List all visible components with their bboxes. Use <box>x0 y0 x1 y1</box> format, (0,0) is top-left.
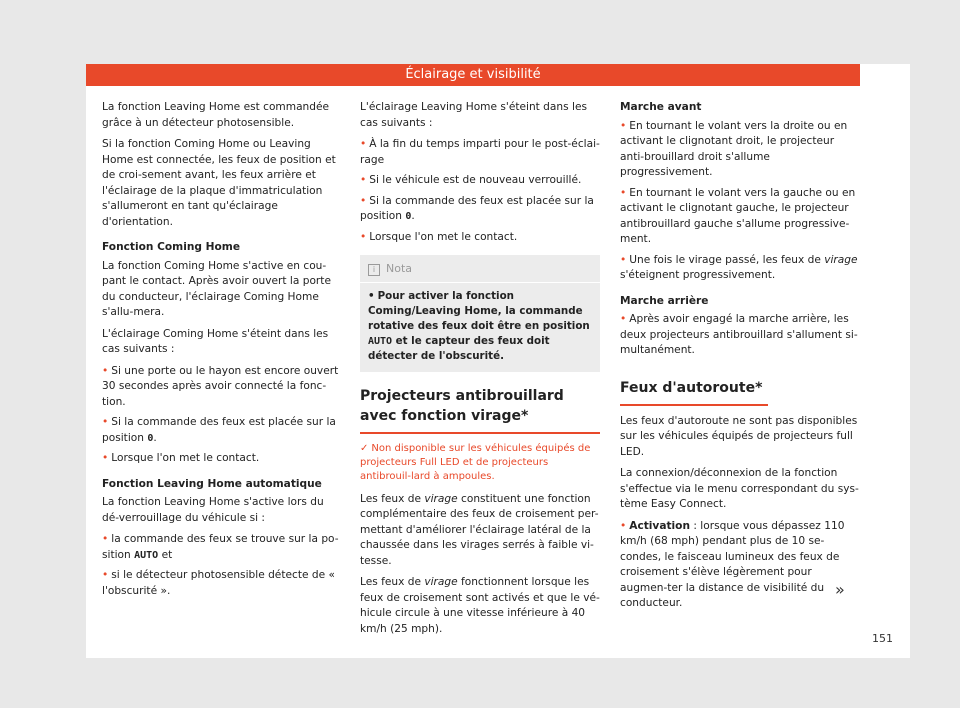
bullet-dot-icon: • <box>368 289 375 302</box>
paragraph: Les feux de virage constituent une fonction complémentaire des feux de croisement per-mettant d'améliorer l'éclairage latéral de la chaussée dans les virages serrés à faible vi-tesse. <box>360 492 599 567</box>
bullet-dot-icon: • <box>102 416 109 428</box>
light-switch-position-symbol: 0 <box>147 432 154 444</box>
paragraph: L'éclairage Leaving Home s'éteint dans les cas suivants : <box>360 101 587 129</box>
bullet-dot-icon: • <box>360 194 367 207</box>
light-switch-position-symbol: 0 <box>405 211 412 222</box>
list-item: • Si une porte ou le hayon est encore ouvert 30 secondes après avoir connecté la fonc-tion. <box>102 364 339 408</box>
list-item: • Si la commande des feux est placée sur la position 0. <box>360 194 594 222</box>
note-box <box>360 255 600 372</box>
list-item: • Lorsque l'on met le contact. <box>360 230 518 243</box>
column-2 <box>360 100 600 643</box>
list-item: • En tournant le volant vers la droite ou en activant le clignotant droit, le projecteur anti-brouillard droit s'allume progressivement. <box>620 119 848 178</box>
bullet-dot-icon: • <box>620 253 627 266</box>
paragraph: Si la fonction Coming Home ou Leaving Home est connectée, les feux de position et de croi-sement avant, les feux arrière et l'éclairage de la plaque d'immatriculation s'allumeront en tant qu'éclairage d'orientation. <box>102 138 336 228</box>
list-item: • En tournant le volant vers la gauche ou en activant le clignotant gauche, le projecteur antibrouillard gauche s'allume progressive-ment. <box>620 186 856 245</box>
list-item: • si le détecteur photosensible détecte de « l'obscurité ». <box>102 569 335 597</box>
list-item: • la commande des feux se trouve sur la po-sition AUTO et <box>102 533 339 561</box>
list-item: • Si le véhicule est de nouveau verrouillé. <box>360 174 582 186</box>
paragraph: La fonction Leaving Home s'active lors du dé-verrouillage du véhicule si : <box>102 496 324 524</box>
subheading-forward: Marche avant <box>620 101 702 113</box>
list-item: • Après avoir engagé la marche arrière, les deux projecteurs antibrouillard s'allument si-multanément. <box>620 313 858 356</box>
bullet-dot-icon: • <box>360 138 367 150</box>
page-header: Éclairage et visibilité <box>86 64 860 86</box>
info-icon: i <box>368 264 380 276</box>
list-item: • Si la commande des feux est placée sur la position 0. <box>102 416 336 444</box>
column-3 <box>620 100 860 617</box>
bullet-dot-icon: • <box>620 186 627 199</box>
check-icon: ✓ <box>360 442 369 454</box>
list-item: • Lorsque l'on met le contact. <box>102 452 260 464</box>
list-item: • Une fois le virage passé, les feux de virage s'éteignent progressivement. <box>620 253 858 281</box>
bullet-dot-icon: • <box>102 569 109 581</box>
column-1 <box>102 100 344 604</box>
page-number: 151 <box>872 632 893 645</box>
bullet-dot-icon: • <box>102 533 109 545</box>
continued-arrow-icon: » <box>835 580 845 599</box>
subheading-coming-home: Fonction Coming Home <box>102 241 241 253</box>
list-item: • À la fin du temps imparti pour le post-éclai-rage <box>360 138 600 166</box>
bullet-dot-icon: • <box>102 364 109 377</box>
note-title: i Nota <box>360 255 600 283</box>
availability-note: ✓ Non disponible sur les véhicules équipés de projecteurs Full LED et de projecteurs antibrouil-lard à ampoules. <box>360 442 591 482</box>
light-switch-auto-symbol: AUTO <box>368 335 393 347</box>
paragraph: La fonction Leaving Home est commandée grâce à un détecteur photosensible. <box>102 101 330 129</box>
bullet-dot-icon: • <box>102 452 109 464</box>
subheading-leaving-home: Fonction Leaving Home automatique <box>102 477 322 490</box>
list-item: • Activation : lorsque vous dépassez 110 km/h (68 mph) pendant plus de 10 se-condes, le faisceau lumineux des feux de croisement s'élève légèrement pour augmen-ter la distance de visibilité du conducteur. <box>620 519 845 609</box>
bullet-dot-icon: • <box>620 313 627 325</box>
paragraph: L'éclairage Coming Home s'éteint dans les cas suivants : <box>102 327 329 355</box>
bullet-dot-icon: • <box>360 230 367 243</box>
paragraph: La connexion/déconnexion de la fonction s'effectue via le menu correspondant du sys-tème Easy Connect. <box>620 467 859 510</box>
section-title-fog-lights: Projecteurs antibrouillard avec fonction virage* <box>360 386 600 434</box>
bullet-dot-icon: • <box>360 174 367 186</box>
paragraph: Les feux d'autoroute ne sont pas disponibles sur les véhicules équipés de projecteurs full LED. <box>620 414 858 458</box>
bullet-dot-icon: • <box>620 519 627 532</box>
bullet-dot-icon: • <box>620 119 627 132</box>
paragraph: Les feux de virage fonctionnent lorsque les feux de croisement sont activés et que le vé-hicule circule à une vitesse inférieure à 40 km/h (25 mph). <box>360 576 600 635</box>
section-title-highway-lights: Feux d'autoroute* <box>620 378 768 406</box>
subheading-reverse: Marche arrière <box>620 294 709 307</box>
paragraph: La fonction Coming Home s'active en cou-pant le contact. Après avoir ouvert la porte du conducteur, l'éclairage Coming Home s'allu-mera. <box>102 259 331 318</box>
note-body: • Pour activer la fonction Coming/Leaving Home, la commande rotative des feux doit être en position AUTO et le capteur des feux doit détecter de l'obscurité. <box>368 289 590 362</box>
light-switch-auto-symbol: AUTO <box>134 549 159 561</box>
